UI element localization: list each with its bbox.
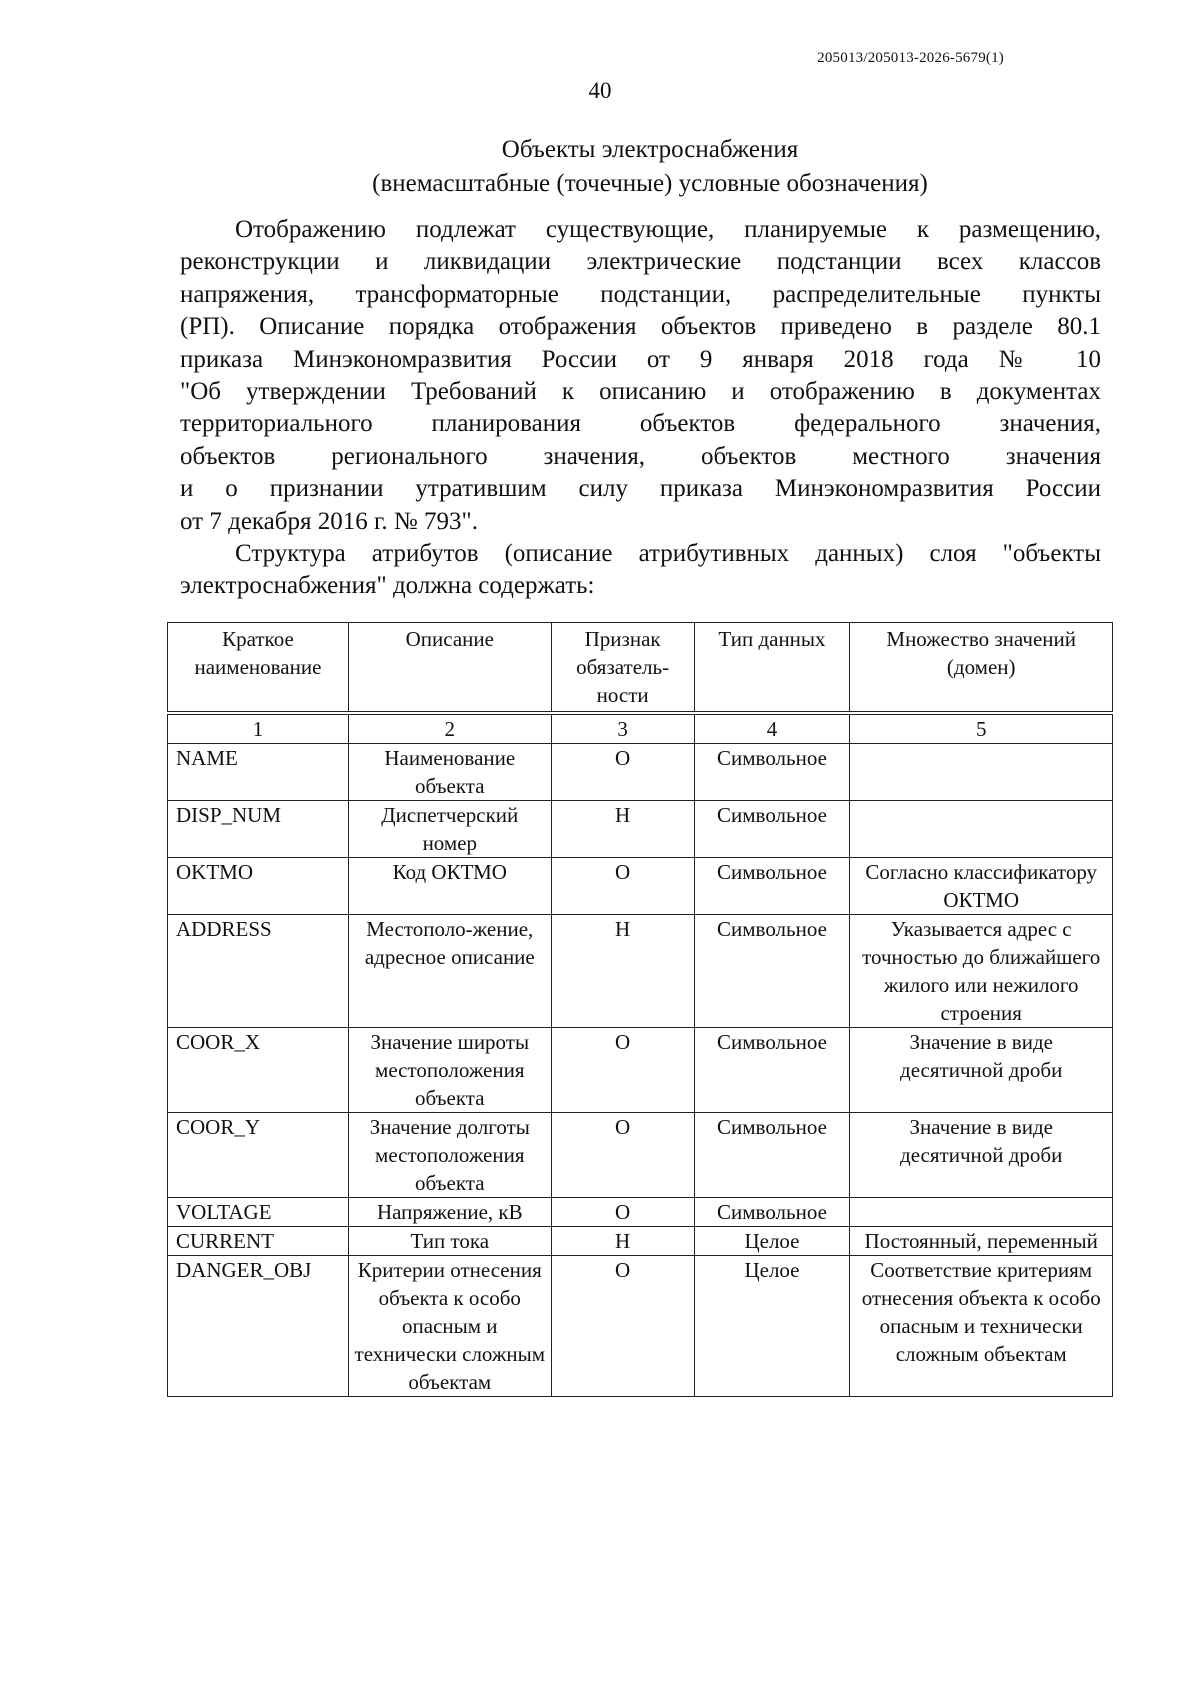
cell-mandatory: О xyxy=(551,1256,694,1397)
cell-domain xyxy=(850,1198,1113,1227)
cell-domain: Постоянный, переменный xyxy=(850,1227,1113,1256)
column-number: 2 xyxy=(348,713,551,744)
paragraph-description xyxy=(180,214,1101,538)
cell-domain: Указывается адрес с точностью до ближайшего жилого или нежилого строения xyxy=(850,915,1113,1028)
cell-description: Наименование объекта xyxy=(348,744,551,801)
table-row xyxy=(168,1198,1113,1227)
cell-description: Значение долготы местоположения объекта xyxy=(348,1113,551,1198)
cell-domain xyxy=(850,801,1113,858)
paragraph-line: реконструкции и ликвидации электрические подстанции всех классов xyxy=(180,248,1101,276)
cell-data-type: Символьное xyxy=(694,915,850,1028)
paragraph-structure xyxy=(180,538,1101,603)
table-row xyxy=(168,744,1113,801)
cell-domain: Значение в виде десятичной дроби xyxy=(850,1113,1113,1198)
cell-mandatory: Н xyxy=(551,1227,694,1256)
header-data-type: Тип данных xyxy=(694,623,850,714)
section-title xyxy=(180,133,1120,201)
cell-short-name: OKTMO xyxy=(168,858,349,915)
paragraph-line: и о признании утратившим силу приказа Минэкономразвития России xyxy=(180,475,1101,503)
cell-mandatory: О xyxy=(551,1198,694,1227)
cell-short-name: COOR_Y xyxy=(168,1113,349,1198)
cell-data-type: Символьное xyxy=(694,744,850,801)
table-row xyxy=(168,1113,1113,1198)
attributes-table xyxy=(167,622,1113,1397)
cell-data-type: Целое xyxy=(694,1227,850,1256)
title-line-1: Объекты электроснабжения xyxy=(501,136,799,163)
cell-mandatory: О xyxy=(551,1028,694,1113)
paragraph-line: объектов регионального значения, объектов местного значения xyxy=(180,442,1101,470)
table-row xyxy=(168,1256,1113,1397)
document-number: 205013/205013-2026-5679(1) xyxy=(817,50,1004,66)
paragraph-line: напряжения, трансформаторные подстанции, распределительные пункты xyxy=(180,280,1101,308)
cell-short-name: DANGER_OBJ xyxy=(168,1256,349,1397)
cell-short-name: CURRENT xyxy=(168,1227,349,1256)
paragraph-line: электроснабжения" должна содержать: xyxy=(180,572,595,600)
header-domain: Множество значений (домен) xyxy=(850,623,1113,714)
cell-domain: Соответствие критериям отнесения объекта к особо опасным и технически сложным объектам xyxy=(850,1256,1113,1397)
cell-mandatory: О xyxy=(551,744,694,801)
cell-mandatory: Н xyxy=(551,801,694,858)
table-row xyxy=(168,801,1113,858)
cell-description: Код ОКТМО xyxy=(348,858,551,915)
table-row xyxy=(168,1227,1113,1256)
header-short-name: Краткое наименование xyxy=(168,623,349,714)
header-description: Описание xyxy=(348,623,551,714)
cell-description: Напряжение, кВ xyxy=(348,1198,551,1227)
cell-data-type: Символьное xyxy=(694,1113,850,1198)
cell-short-name: NAME xyxy=(168,744,349,801)
table-row xyxy=(168,858,1113,915)
title-line-2: (внемасштабные (точечные) условные обозначения) xyxy=(372,170,928,197)
paragraph-line: приказа Минэкономразвития России от 9 января 2018 года № 10 xyxy=(180,345,1101,373)
cell-description: Тип тока xyxy=(348,1227,551,1256)
cell-data-type: Целое xyxy=(694,1256,850,1397)
table-header-row xyxy=(168,623,1113,714)
column-number: 3 xyxy=(551,713,694,744)
cell-description: Местополо-жение, адресное описание xyxy=(348,915,551,1028)
cell-mandatory: О xyxy=(551,858,694,915)
cell-mandatory: О xyxy=(551,1113,694,1198)
cell-short-name: ADDRESS xyxy=(168,915,349,1028)
paragraph-line: (РП). Описание порядка отображения объектов приведено в разделе 80.1 xyxy=(180,313,1101,341)
cell-domain xyxy=(850,744,1113,801)
column-number-row xyxy=(168,713,1113,744)
paragraph-line: Отображению подлежат существующие, планируемые к размещению, xyxy=(235,216,1101,243)
cell-data-type: Символьное xyxy=(694,1198,850,1227)
cell-mandatory: Н xyxy=(551,915,694,1028)
cell-data-type: Символьное xyxy=(694,1028,850,1113)
cell-data-type: Символьное xyxy=(694,858,850,915)
cell-short-name: COOR_X xyxy=(168,1028,349,1113)
table-row xyxy=(168,915,1113,1028)
table-row xyxy=(168,1028,1113,1113)
cell-short-name: VOLTAGE xyxy=(168,1198,349,1227)
body-text xyxy=(180,214,1101,603)
paragraph-line: территориального планирования объектов федерального значения, xyxy=(180,410,1101,438)
column-number: 5 xyxy=(850,713,1113,744)
page-number: 40 xyxy=(588,78,612,103)
paragraph-line: "Об утверждении Требований к описанию и отображению в документах xyxy=(180,378,1101,406)
cell-domain: Согласно классификатору ОКТМО xyxy=(850,858,1113,915)
paragraph-line: Структура атрибутов (описание атрибутивных данных) слоя "объекты xyxy=(235,540,1101,568)
cell-description: Значение широты местоположения объекта xyxy=(348,1028,551,1113)
cell-description: Критерии отнесения объекта к особо опасным и технически сложным объектам xyxy=(348,1256,551,1397)
cell-data-type: Символьное xyxy=(694,801,850,858)
cell-domain: Значение в виде десятичной дроби xyxy=(850,1028,1113,1113)
header-mandatory: Признак обязатель-ности xyxy=(551,623,694,714)
paragraph-line: от 7 декабря 2016 г. № 793". xyxy=(180,507,478,535)
cell-description: Диспетчерский номер xyxy=(348,801,551,858)
column-number: 4 xyxy=(694,713,850,744)
cell-short-name: DISP_NUM xyxy=(168,801,349,858)
column-number: 1 xyxy=(168,713,349,744)
